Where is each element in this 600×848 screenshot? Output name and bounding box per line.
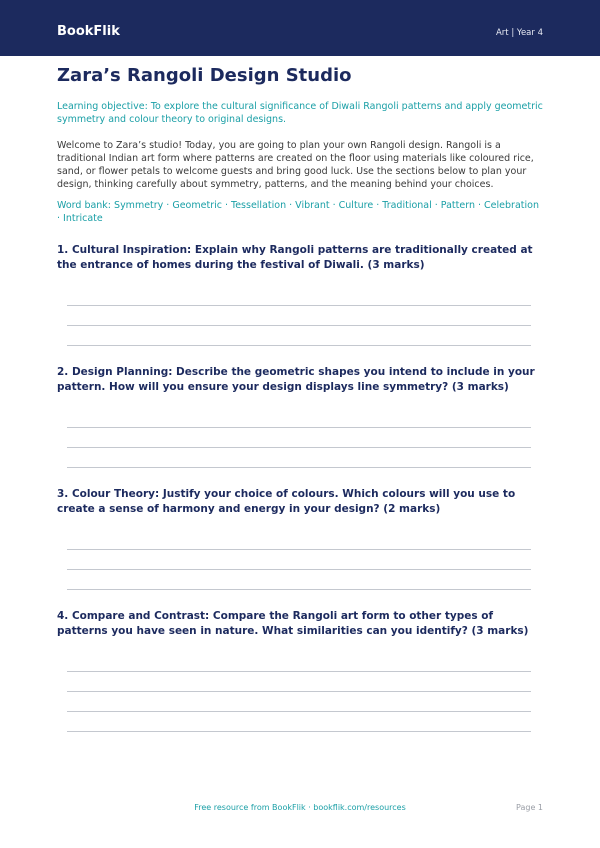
answer-line[interactable]: [67, 345, 531, 346]
word-bank: Word bank: Symmetry · Geometric · Tessellation · Vibrant · Culture · Traditional · Pattern · Celebration · Intricate: [57, 200, 539, 224]
brand-logo-text: BookFlik: [57, 24, 120, 39]
answer-line[interactable]: [67, 467, 531, 468]
answer-line[interactable]: [67, 305, 531, 306]
answer-line[interactable]: [67, 731, 531, 732]
page-number: Page 1: [516, 803, 543, 812]
question-2: 2. Design Planning: Describe the geometric shapes you intend to include in your pattern. How will you ensure your design displays line symmetry? (3 marks): [57, 366, 535, 393]
answer-line[interactable]: [67, 691, 531, 692]
answer-line[interactable]: [67, 549, 531, 550]
learning-objective: Learning objective: To explore the cultural significance of Diwali Rangoli patterns and apply geometric symmetry and colour theory to original designs.: [57, 101, 543, 125]
subject-year-label: Art | Year 4: [495, 28, 543, 38]
page-title: Zara’s Rangoli Design Studio: [57, 65, 352, 86]
answer-line[interactable]: [67, 427, 531, 428]
answer-line[interactable]: [67, 589, 531, 590]
answer-line[interactable]: [67, 569, 531, 570]
footer-source: Free resource from BookFlik · bookflik.com/resources: [194, 803, 406, 812]
question-3: 3. Colour Theory: Justify your choice of colours. Which colours will you use to create a sense of harmony and energy in your design? (2 marks): [57, 488, 516, 515]
question-4: 4. Compare and Contrast: Compare the Rangoli art form to other types of patterns you have seen in nature. What similarities can you identify? (3 marks): [57, 610, 529, 637]
intro-paragraph: Welcome to Zara’s studio! Today, you are going to plan your own Rangoli design. Rangoli is a traditional Indian art form where patterns are created on the floor using materials like coloured rice, sand, or flower petals to welcome guests and bring good luck. Use the sections below to plan your design, thinking carefully about symmetry, patterns, and the meaning behind your choices.: [57, 140, 534, 190]
answer-line[interactable]: [67, 447, 531, 448]
answer-line[interactable]: [67, 325, 531, 326]
answer-line[interactable]: [67, 671, 531, 672]
header-bar: [0, 0, 600, 56]
question-1: 1. Cultural Inspiration: Explain why Rangoli patterns are traditionally created at the entrance of homes during the festival of Diwali. (3 marks): [57, 244, 533, 271]
answer-line[interactable]: [67, 711, 531, 712]
